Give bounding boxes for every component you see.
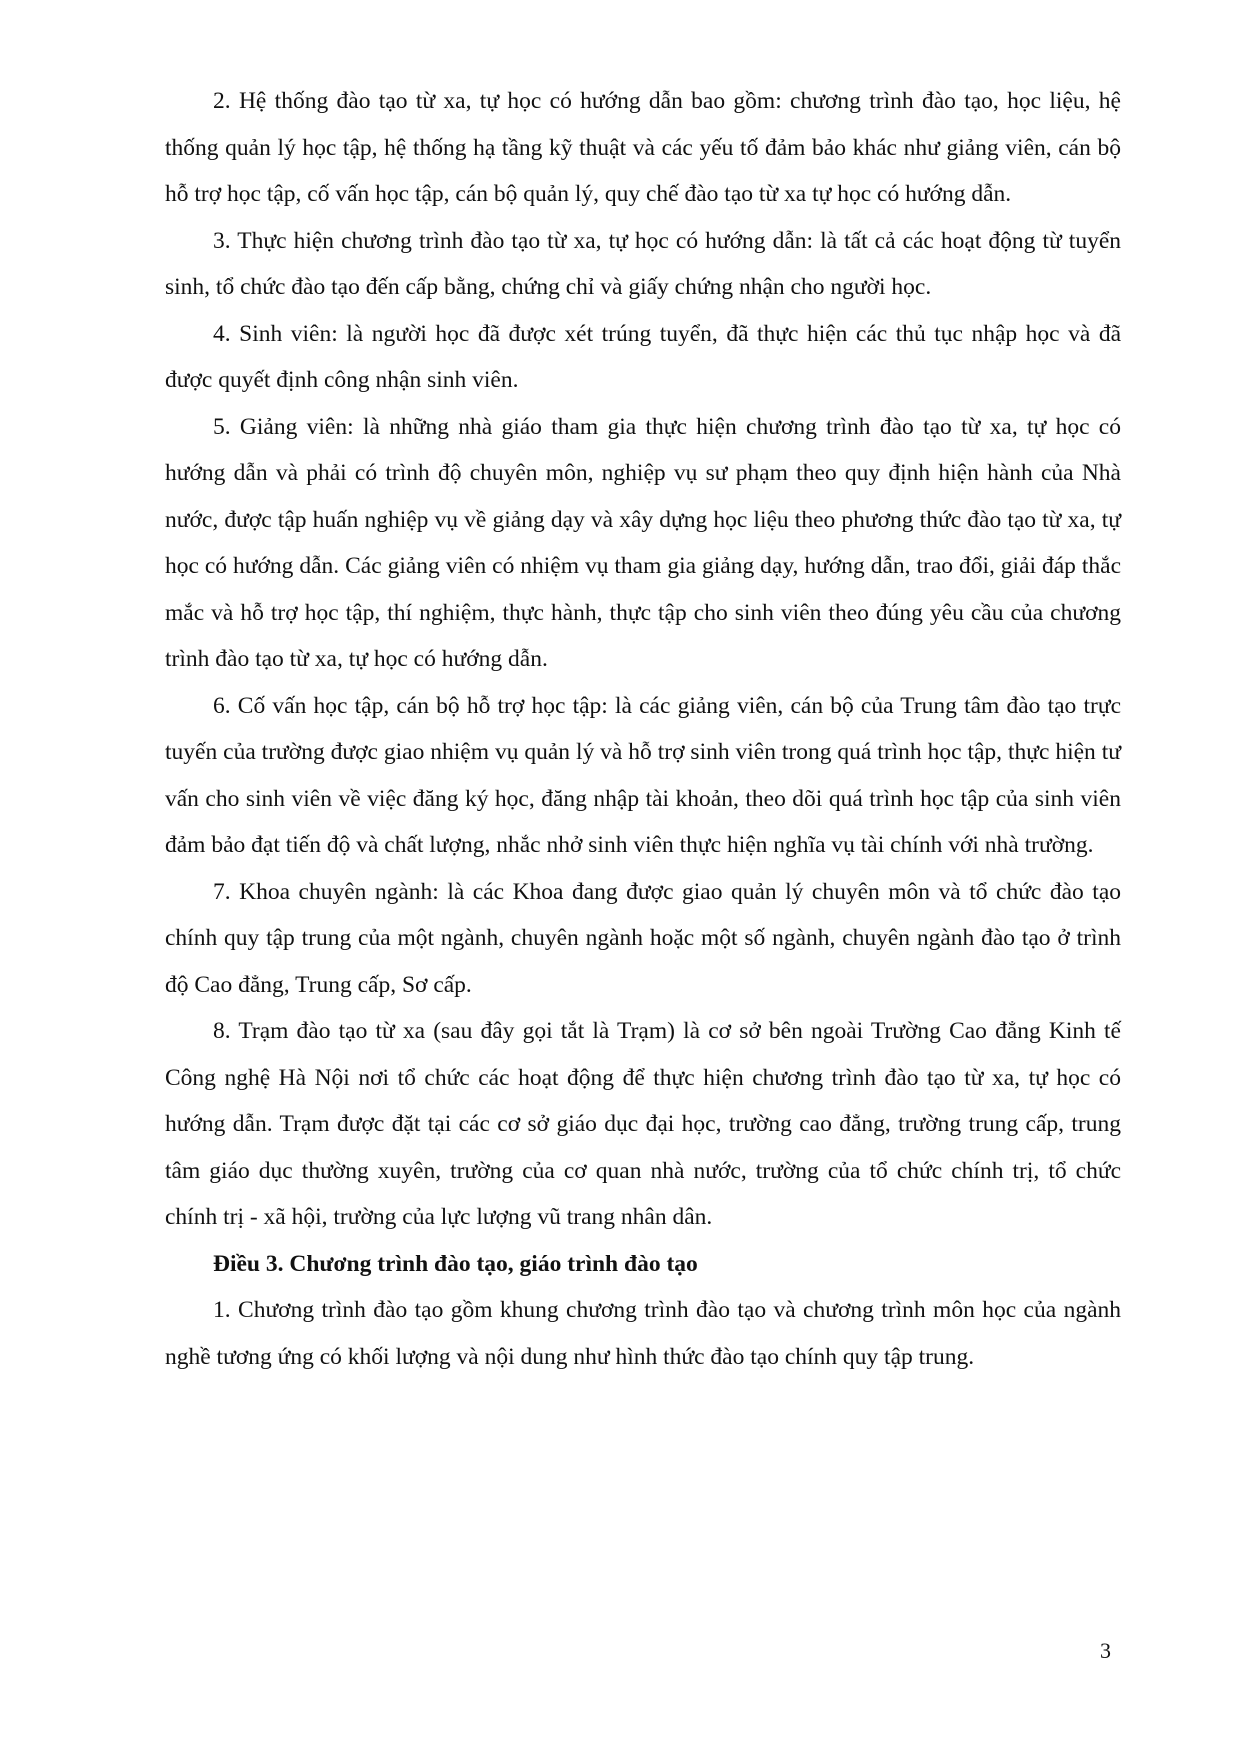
paragraph-6: 6. Cố vấn học tập, cán bộ hỗ trợ học tập: là các giảng viên, cán bộ của Trung tâm đào tạo trực tuyến của trường được giao nhiệm vụ quản lý và hỗ trợ sinh viên trong quá trình học tập, thực hiện tư vấn cho sinh viên về việc đăng ký học, đăng nhập tài khoản, theo dõi quá trình học tập của sinh viên đảm bảo đạt tiến độ và chất lượng, nhắc nhở sinh viên thực hiện nghĩa vụ tài chính với nhà trường. [165,692,1121,858]
article-3-heading: Điều 3. Chương trình đào tạo, giáo trình đào tạo [213,1250,698,1277]
paragraph-7: 7. Khoa chuyên ngành: là các Khoa đang được giao quản lý chuyên môn và tổ chức đào tạo chính quy tập trung của một ngành, chuyên ngành hoặc một số ngành, chuyên ngành đào tạo ở trình độ Cao đẳng, Trung cấp, Sơ cấp. [165,878,1121,998]
paragraph-4: 4. Sinh viên: là người học đã được xét trúng tuyển, đã thực hiện các thủ tục nhập học và đã được quyết định công nhận sinh viên. [165,320,1121,393]
paragraph-8: 8. Trạm đào tạo từ xa (sau đây gọi tắt là Trạm) là cơ sở bên ngoài Trường Cao đẳng Kinh tế Công nghệ Hà Nội nơi tổ chức các hoạt động để thực hiện chương trình đào tạo từ xa, tự học có hướng dẫn. Trạm được đặt tại các cơ sở giáo dục đại học, trường cao đẳng, trường trung cấp, trung tâm giáo dục thường xuyên, trường của cơ quan nhà nước, trường của tổ chức chính trị, tổ chức chính trị - xã hội, trường của lực lượng vũ trang nhân dân. [165,1018,1121,1230]
article-3-paragraph-1: 1. Chương trình đào tạo gồm khung chương trình đào tạo và chương trình môn học của ngành nghề tương ứng có khối lượng và nội dung như hình thức đào tạo chính quy tập trung. [165,1297,1121,1370]
paragraph-2: 2. Hệ thống đào tạo từ xa, tự học có hướng dẫn bao gồm: chương trình đào tạo, học liệu, hệ thống quản lý học tập, hệ thống hạ tầng kỹ thuật và các yếu tố đảm bảo khác như giảng viên, cán bộ hỗ trợ học tập, cố vấn học tập, cán bộ quản lý, quy chế đào tạo từ xa tự học có hướng dẫn. [165,88,1121,207]
paragraph-3: 3. Thực hiện chương trình đào tạo từ xa, tự học có hướng dẫn: là tất cả các hoạt động từ tuyển sinh, tổ chức đào tạo đến cấp bằng, chứng chỉ và giấy chứng nhận cho người học. [165,227,1121,300]
paragraph-5: 5. Giảng viên: là những nhà giáo tham gia thực hiện chương trình đào tạo từ xa, tự học có hướng dẫn và phải có trình độ chuyên môn, nghiệp vụ sư phạm theo quy định hiện hành của Nhà nước, được tập huấn nghiệp vụ về giảng dạy và xây dựng học liệu theo phương thức đào tạo từ xa, tự học có hướng dẫn. Các giảng viên có nhiệm vụ tham gia giảng dạy, hướng dẫn, trao đổi, giải đáp thắc mắc và hỗ trợ học tập, thí nghiệm, thực hành, thực tập cho sinh viên theo đúng yêu cầu của chương trình đào tạo từ xa, tự học có hướng dẫn. [165,413,1121,672]
document-body [165,78,1121,1380]
page-number: 3 [1100,1638,1111,1663]
